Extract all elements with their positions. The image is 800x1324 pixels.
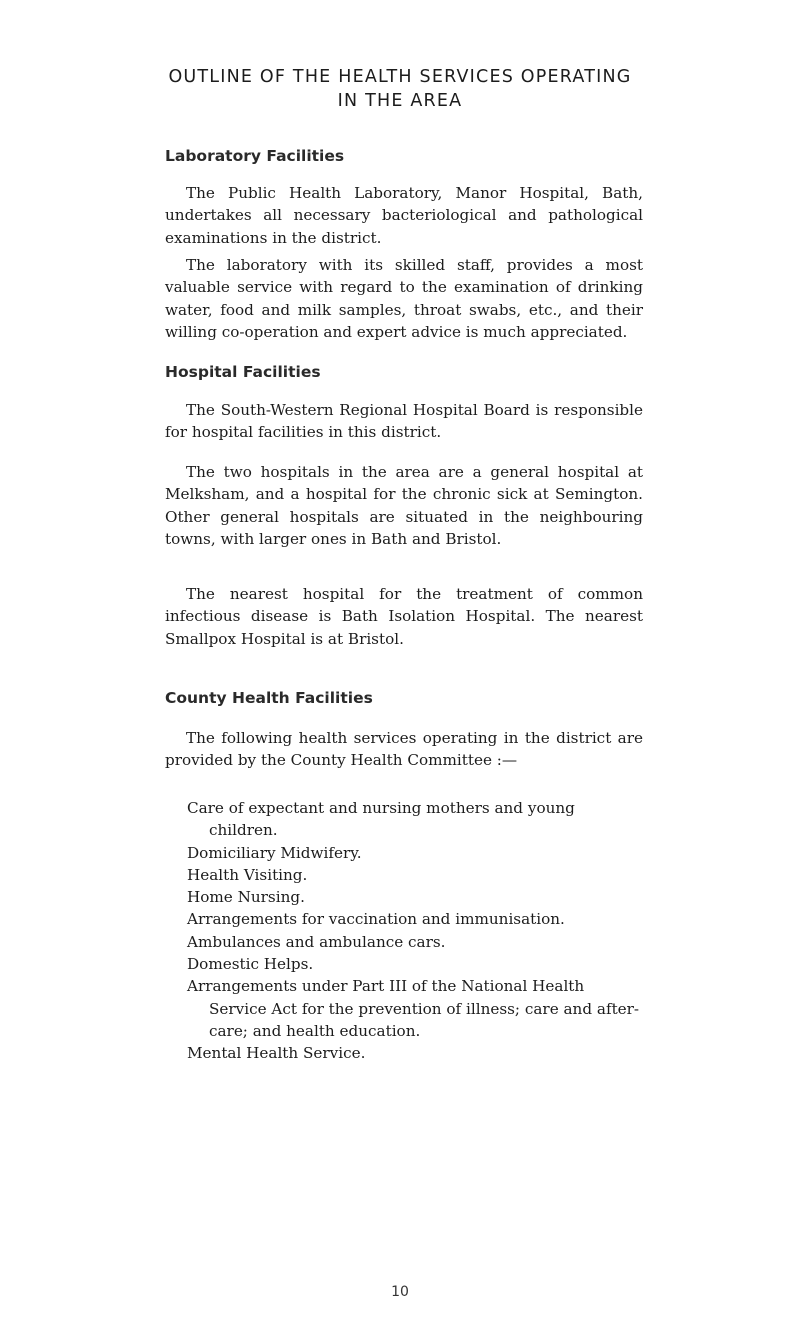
list-item: Domestic Helps. — [187, 955, 314, 974]
page-title-line-1: OUTLINE OF THE HEALTH SERVICES OPERATING — [168, 67, 632, 87]
laboratory-paragraph-2: The laboratory with its skilled staff, provides a most valuable service with regard to the examination of drinking water, food and milk samples, throat swabs, etc., and their willing co-operation and expert advice is much appreciated. — [165, 256, 643, 341]
county-intro: The following health services operating in the district are provided by the County Health Committee :— — [165, 729, 643, 770]
list-item: Mental Health Service. — [187, 1044, 366, 1063]
county-heading: County Health Facilities — [165, 689, 373, 707]
hospital-heading: Hospital Facilities — [165, 363, 321, 381]
list-item: Home Nursing. — [187, 888, 305, 907]
list-item: Arrangements under Part III of the National Health Service Act for the prevention of illness; care and after-care; and health education. — [187, 977, 640, 1040]
hospital-paragraph-1: The South-Western Regional Hospital Board is responsible for hospital facilities in this district. — [165, 401, 643, 442]
list-item: Domiciliary Midwifery. — [187, 843, 362, 862]
page-title-line-2: IN THE AREA — [337, 91, 463, 111]
hospital-paragraph-3: The nearest hospital for the treatment of common infectious disease is Bath Isolation Hospital. The nearest Smallpox Hospital is at Bristol. — [165, 585, 643, 648]
list-item: Health Visiting. — [187, 865, 308, 884]
page-number: 10 — [391, 1284, 409, 1300]
list-item: Arrangements for vaccination and immunisation. — [187, 910, 565, 929]
hospital-paragraph-2: The two hospitals in the area are a general hospital at Melksham, and a hospital for the chronic sick at Semington. Other general hospitals are situated in the neighbouring towns, with larger ones in Bath and Bristol. — [165, 463, 643, 548]
list-item: Ambulances and ambulance cars. — [187, 932, 446, 951]
laboratory-paragraph-1: The Public Health Laboratory, Manor Hospital, Bath, undertakes all necessary bacteriological and pathological examinations in the district. — [165, 184, 643, 247]
county-services-list — [165, 797, 643, 1065]
laboratory-heading: Laboratory Facilities — [165, 147, 345, 165]
list-item: Care of expectant and nursing mothers and young children. — [187, 799, 575, 840]
